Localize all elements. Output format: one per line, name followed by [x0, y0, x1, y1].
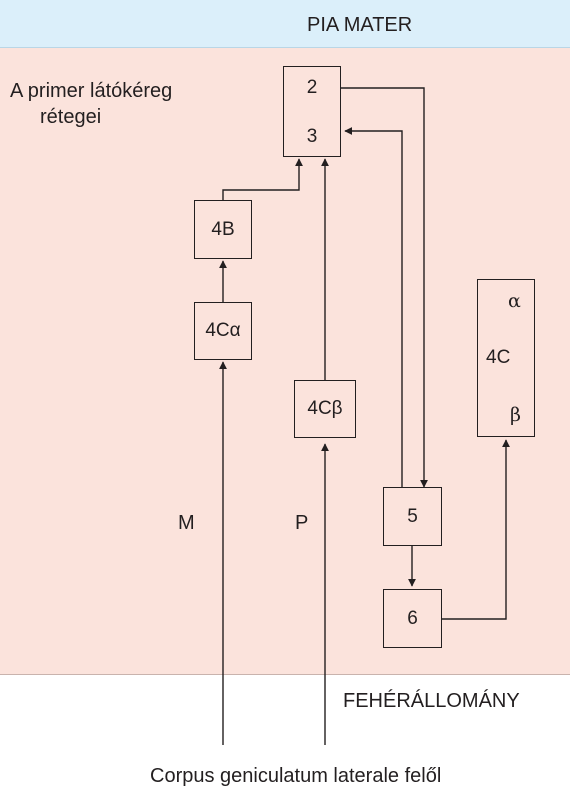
p-pathway-label: P	[295, 512, 309, 534]
layer-4calpha-label: 4Cα	[205, 320, 241, 341]
layer-4calpha-box	[194, 302, 252, 360]
title-line-2: rétegei	[40, 106, 102, 128]
title-line-1: A primer látókéreg	[10, 80, 173, 102]
layer-4c-label: 4C	[486, 347, 511, 368]
layer-3-label: 3	[306, 126, 318, 147]
layer-2-3-box	[283, 66, 341, 157]
layer-2-label: 2	[306, 77, 318, 98]
source-label: Corpus geniculatum laterale felől	[150, 765, 442, 787]
layer-4b-box	[194, 200, 252, 259]
layer-4cbeta-label: 4Cβ	[307, 398, 343, 419]
layer-4c-beta-label: β	[510, 404, 521, 426]
arrow-6-to-4c	[442, 440, 506, 619]
layer-4b-label: 4B	[211, 219, 235, 240]
layer-4c-box	[477, 279, 535, 437]
white-matter-label: FEHÉRÁLLOMÁNY	[343, 690, 520, 712]
pia-mater-label: PIA MATER	[307, 14, 413, 36]
layer-5-label: 5	[407, 506, 418, 527]
layer-5-box	[383, 487, 442, 546]
m-pathway-label: M	[178, 512, 195, 534]
arrow-4b-to-layer23	[223, 159, 299, 200]
layer-6-label: 6	[407, 608, 418, 629]
layer-6-box	[383, 589, 442, 648]
layer-4cbeta-box	[294, 380, 356, 438]
layer-4c-alpha-label: α	[508, 290, 521, 312]
